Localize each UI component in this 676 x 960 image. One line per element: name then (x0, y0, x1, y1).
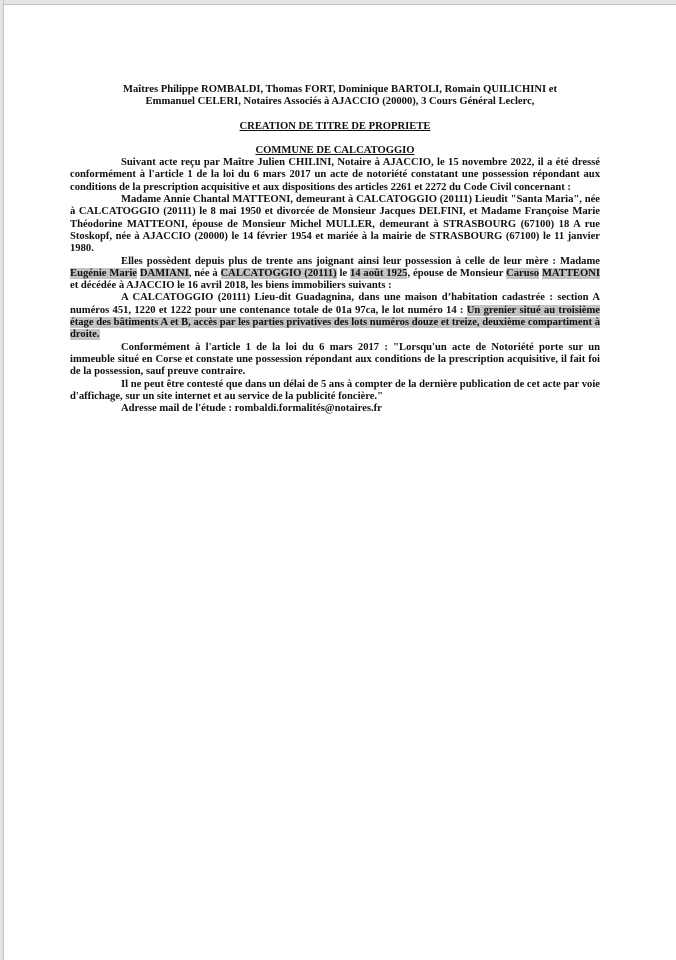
highlighted-surname: DAMIANI (139, 267, 189, 279)
highlighted-birthdate: 14 août 1925 (349, 267, 408, 279)
text-segment: le (336, 267, 350, 279)
commune-subtitle: COMMUNE DE CALCATOGGIO (255, 144, 415, 156)
viewer-left-border (0, 0, 4, 960)
highlighted-first-names: Eugénie Marie (70, 267, 137, 279)
notary-header: Maîtres Philippe ROMBALDI, Thomas FORT, Dominique BARTOLI, Romain QUILICHINI et Emmanuel CELERI, Notaires Associés à AJACCIO (20000), 3 Cours Général Leclerc, (122, 84, 558, 108)
paragraph-act-received: Suivant acte reçu par Maître Julien CHILINI, Notaire à AJACCIO, le 15 novembre 2022, il a été dressé conformément à l'article 1 de la loi du 6 mars 2017 un acte de notoriété constatant une possession répondant aux conditions de la prescription acquisitive et aux dispositions des articles 2261 et 2272 du Code Civil concernant : (70, 157, 600, 193)
text-segment: , épouse de Monsieur (407, 267, 507, 279)
paragraph-contact-email: Adresse mail de l'étude : rombaldi.formalités@notaires.fr (121, 403, 382, 415)
document-title: CREATION DE TITRE DE PROPRIETE (239, 120, 431, 132)
text-segment: , née à (188, 267, 221, 279)
paragraph-law-citation: Conformément à l'article 1 de la loi du 6 mars 2017 : "Lorsqu'un acte de Notoriété porte sur un immeuble situé en Corse et constate une possession répondant aux conditions de la prescription acquisitive, il fait foi de la possession, sauf preuve contraire. (70, 341, 600, 378)
highlighted-birthplace: CALCATOGGIO (20111) (220, 267, 337, 279)
highlighted-spouse-first-name: Caruso (506, 267, 540, 279)
text-segment: Elles possèdent depuis plus de trente ans joignant ainsi leur possession à celle de leur mère : Madame (121, 255, 600, 267)
paragraph-contest-period: Il ne peut être contesté que dans un délai de 5 ans à compter de la dernière publication de cet acte par voie d'affichage, sur un site internet et au service de la publicité foncière." (70, 378, 600, 402)
paragraph-possession (70, 256, 600, 293)
highlighted-property-description: Un grenier situé au troisième étage des bâtiments A et B, accès par les parties privatives des lots numéros douze et treize, deuxième compartiment à droite. (70, 304, 600, 341)
highlighted-spouse-surname: MATTEONI (541, 267, 601, 279)
document-page (70, 84, 600, 415)
text-segment: A CALCATOGGIO (20111) Lieu-dit Guadagnina, dans une maison d’habitation cadastrée : section A numéros 451, 1220 et 1222 pour une contenance totale de 01a 97ca, le lot numéro 14 : (70, 292, 600, 316)
paragraph-parties: Madame Annie Chantal MATTEONI, demeurant à CALCATOGGIO (20111) Lieudit "Santa Maria", née à CALCATOGGIO (20111) le 8 mai 1950 et divorcée de Monsieur Jacques DELFINI, et Madame Françoise Marie Théodorine MATTEONI, épouse de Monsieur Michel MULLER, demeurant à STRASBOURG (67100) 18 A rue Stoskopf, née à AJACCIO (20000) le 14 février 1954 et mariée à la mairie de STRASBOURG (67100) le 11 janvier 1980. (70, 194, 600, 255)
paragraph-property (70, 292, 600, 341)
text-segment: et décédée à AJACCIO le 16 avril 2018, les biens immobiliers suivants : (70, 280, 392, 292)
viewer-top-border (0, 0, 676, 5)
